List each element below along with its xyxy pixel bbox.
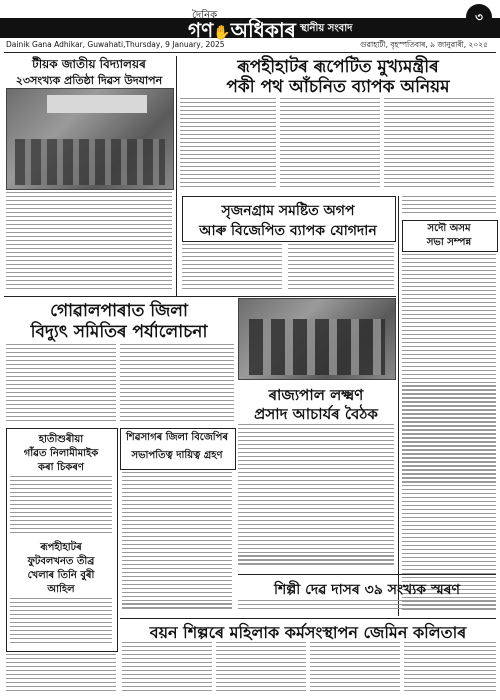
article-rajyapal-body — [238, 424, 394, 570]
article-rupahihat-col3 — [384, 98, 494, 192]
masthead-local-news: স্থানীয় সংবাদ — [300, 23, 353, 34]
article-goalpara-col2 — [120, 344, 234, 424]
headline-rupahihat-football-line2: ফুটবলখনত তীব্ৰ — [27, 556, 95, 567]
headline-rupahihat-line2: পকী পথ আঁচনিত ব্যাপক অনিয়ম — [226, 77, 450, 97]
section-rule-shilpi — [238, 574, 496, 575]
article-rupahihat-col1 — [180, 98, 276, 192]
headline-tiyak-line2: ২৩সংখ্যক প্ৰতিষ্ঠা দিৱস উদযাপন — [15, 74, 163, 87]
photo-tiyak-banner — [47, 95, 147, 113]
headline-sabha: সদৌ অসম — [427, 223, 471, 234]
photo-tiyak-people — [15, 139, 165, 185]
masthead-logo — [188, 16, 296, 40]
article-rupahihat-col2 — [280, 98, 380, 192]
headline-rupahihat-football: ৰূপহীহাটৰ — [40, 542, 82, 553]
masthead-name-right: অধিকাৰ — [230, 18, 296, 42]
headline-hatishuria-line3: কৰা চিকৰণ — [38, 462, 84, 473]
headline-tiyak: টীয়ক জাতীয় বিদ্যালয়ৰ — [32, 57, 146, 71]
article-shilpi-body — [238, 600, 496, 614]
article-hatishuria-body — [10, 476, 112, 536]
article-bayan-col4 — [404, 642, 496, 696]
article-bayan-col2 — [216, 642, 306, 696]
headline-hatishuria-line2: গাঁৱত নিলামীমাইক — [23, 448, 99, 459]
article-srijangram-col2 — [288, 244, 394, 294]
headline-goalpara-line2: বিদ্যুৎ সমিতিৰ পৰ্যালোচনা — [30, 322, 208, 342]
headline-srijangram-line2: আৰু বিজেপিত ব্যাপক যোগদান — [199, 223, 377, 239]
photo-tiyak-event — [6, 88, 174, 190]
headline-rajyapal: ৰাজ্যপাল লক্ষ্মণ — [268, 386, 364, 404]
photo-rajyapal-figures — [249, 319, 385, 375]
headline-sivasagar: শিৱসাগৰ জিলা বিজেপিৰ — [125, 432, 229, 443]
headline-hatishuria: হাতীশুৰীয়া — [38, 434, 84, 445]
dateline-assamese: গুৱাহাটী, বৃহস্পতিবাৰ, ৯ জানুৱাৰী, ২০২৫ — [360, 40, 488, 49]
section-rule-goalpara — [4, 296, 396, 297]
masthead-dainik: দৈনিক — [192, 10, 218, 21]
masthead — [0, 0, 500, 56]
headline-sivasagar-line2: সভাপতিত্ব দায়িত্ব গ্ৰহণ — [131, 450, 223, 461]
masthead-rule — [4, 52, 496, 53]
headline-bayan: বয়ন শিল্পৰে মহিলাক কৰ্মসংস্থাপন জেমিন কলিতাৰ — [149, 623, 467, 642]
article-tiyak-body — [6, 192, 172, 294]
headline-goalpara: গোৱালপাৰাত জিলা — [50, 301, 188, 321]
article-football-body — [10, 598, 112, 648]
page-number-badge — [466, 4, 492, 30]
photo-rajyapal-meeting — [238, 298, 396, 380]
column-rule-2 — [398, 196, 399, 616]
headline-rupahihat: ৰূপহীহাটৰ ৰূপেটিত মুখ্যমন্ত্ৰীৰ — [237, 57, 439, 77]
masthead-name-left: গণ — [188, 18, 214, 42]
column-rule-1 — [176, 56, 177, 296]
section-rule-bayan — [120, 618, 496, 619]
headline-srijangram: সৃজনগ্ৰাম সমষ্টিত অগপ — [221, 203, 355, 219]
article-sivasagar-body — [122, 472, 232, 614]
article-bayan-col3 — [310, 642, 400, 696]
headline-sabha-line2: সভা সম্পন্ন — [426, 237, 472, 248]
article-srijangram-col1 — [182, 244, 282, 294]
headline-rupahihat-football-line3: খেলাৰ তিনি বুৰী — [27, 570, 95, 581]
page-number: ৩ — [475, 10, 483, 24]
article-right-top — [402, 196, 496, 220]
masthead-logo-mark: ✋ — [213, 25, 231, 41]
dateline-english: Dainik Gana Adhikar, Guwahati,Thursday, 9 January, 2025 — [6, 40, 225, 49]
headline-rajyapal-line2: প্ৰসাদ আচাৰ্যৰ বৈঠক — [254, 405, 378, 423]
article-bottom-left — [6, 654, 116, 696]
headline-rupahihat-football-line4: আহিল — [47, 584, 75, 595]
headline-shilpi: শিল্পী দেৱ দাসৰ ৩৯ সংখ্যক স্মৰণ — [274, 582, 460, 598]
article-bayan-col1 — [122, 642, 212, 696]
article-goalpara-col1 — [6, 344, 116, 424]
article-sabha-body — [402, 254, 496, 614]
